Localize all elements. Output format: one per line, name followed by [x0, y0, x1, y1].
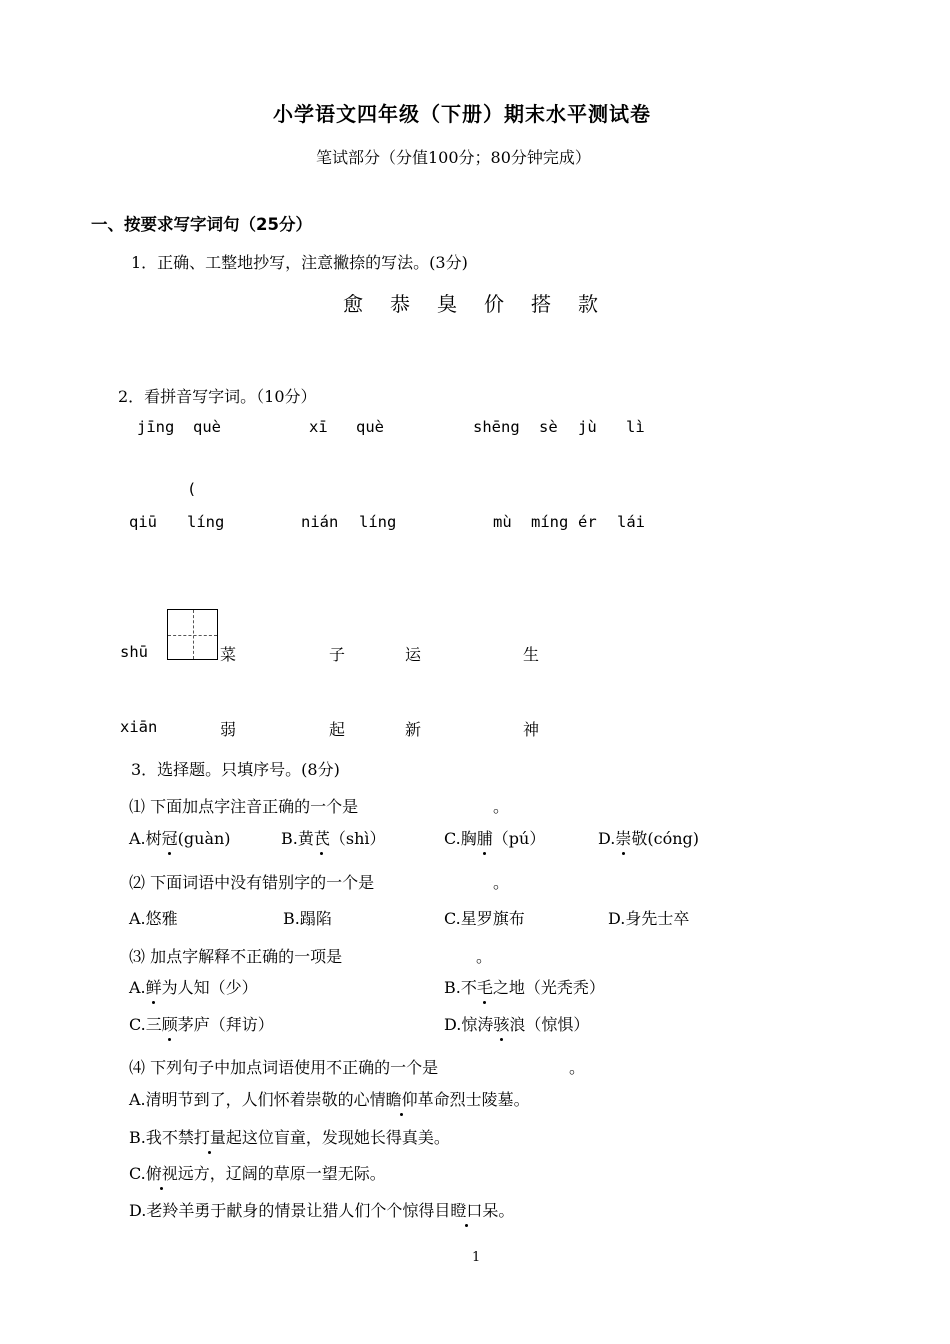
page-number: 1 [472, 1250, 481, 1265]
pinyin: líng [187, 513, 225, 531]
option-b: B.我不禁打量起这位盲童，发现她长得真美。 [129, 1125, 450, 1148]
option-d: D.身先士卒 [608, 909, 690, 928]
pinyin: jīng [137, 418, 175, 436]
answer-blank-end: 。 [493, 797, 510, 816]
copy-char: 臭 [437, 292, 457, 316]
pinyin: xī [309, 418, 328, 436]
question-3-prompt: 3．选择题。只填序号。(8分) [131, 760, 340, 779]
option-c: C.俯视远方，辽阔的草原一望无际。 [129, 1161, 386, 1184]
word-character: 菜 [220, 645, 237, 664]
option-b: B.黄芪（shì） [281, 826, 386, 849]
bracket-mark: ( [187, 480, 197, 498]
option-a: A.悠雅 [129, 909, 178, 928]
subquestion-2-stem: ⑵ 下面词语中没有错别字的一个是 [129, 873, 375, 892]
pinyin: sè [539, 418, 558, 436]
pinyin: jù [578, 418, 597, 436]
option-c: C.星罗旗布 [444, 909, 525, 928]
word-character: 弱 [220, 720, 237, 739]
word-character: 生 [523, 645, 540, 664]
option-d: D.崇敬(cóng) [598, 826, 699, 849]
word-character: 运 [405, 645, 422, 664]
pinyin: què [193, 418, 221, 436]
option-b: B.不毛之地（光秃秃） [444, 975, 605, 998]
option-b: B.蹋陷 [283, 909, 332, 928]
answer-blank-end: 。 [569, 1058, 586, 1077]
pinyin: líng [359, 513, 397, 531]
word-character: 神 [523, 720, 540, 739]
option-d: D.老羚羊勇于献身的情景让猎人们个个惊得目瞪口呆。 [129, 1198, 514, 1221]
pinyin: nián [301, 513, 339, 531]
pinyin: shū [120, 643, 148, 661]
copy-char: 恭 [390, 292, 410, 316]
writing-grid-box[interactable] [167, 609, 218, 660]
answer-blank-end: 。 [476, 947, 493, 966]
option-d: D.惊涛骇浪（惊惧） [444, 1012, 589, 1035]
subquestion-4-stem: ⑷ 下列句子中加点词语使用不正确的一个是 [129, 1058, 439, 1077]
pinyin: xiān [120, 718, 158, 736]
copy-char: 愈 [343, 292, 363, 316]
option-a: A.清明节到了，人们怀着崇敬的心情瞻仰革命烈士陵墓。 [129, 1087, 530, 1110]
pinyin: míng [531, 513, 569, 531]
pinyin: qiū [129, 513, 157, 531]
question-2-prompt: 2．看拼音写字词。（10分） [118, 387, 317, 406]
pinyin: shēng [473, 418, 520, 436]
word-character: 子 [329, 645, 346, 664]
word-character: 新 [405, 720, 422, 739]
copy-char: 价 [484, 292, 504, 316]
option-c: C.胸脯（pú） [444, 826, 545, 849]
pinyin: què [356, 418, 384, 436]
word-character: 起 [329, 720, 346, 739]
subquestion-1-stem: ⑴ 下面加点字注音正确的一个是 [129, 797, 359, 816]
pinyin: lì [626, 418, 645, 436]
pinyin: mù [493, 513, 512, 531]
option-a: A.鲜为人知（少） [129, 975, 258, 998]
answer-blank-end: 。 [493, 873, 510, 892]
section-heading: 一、按要求写字词句（25分） [91, 215, 312, 234]
copy-characters [343, 288, 598, 317]
question-1-prompt: 1．正确、工整地抄写，注意撇捺的写法。(3分) [131, 253, 468, 272]
subquestion-3-stem: ⑶ 加点字解释不正确的一项是 [129, 947, 343, 966]
option-c: C.三顾茅庐（拜访） [129, 1012, 274, 1035]
copy-char: 搭 [531, 292, 551, 316]
page-subtitle: 笔试部分（分值100分；80分钟完成） [316, 148, 591, 167]
copy-char: 款 [578, 292, 598, 316]
option-a: A.树冠(guàn) [129, 826, 231, 849]
pinyin: ér [578, 513, 597, 531]
page-title: 小学语文四年级（下册）期末水平测试卷 [273, 102, 651, 126]
pinyin: lái [617, 513, 645, 531]
